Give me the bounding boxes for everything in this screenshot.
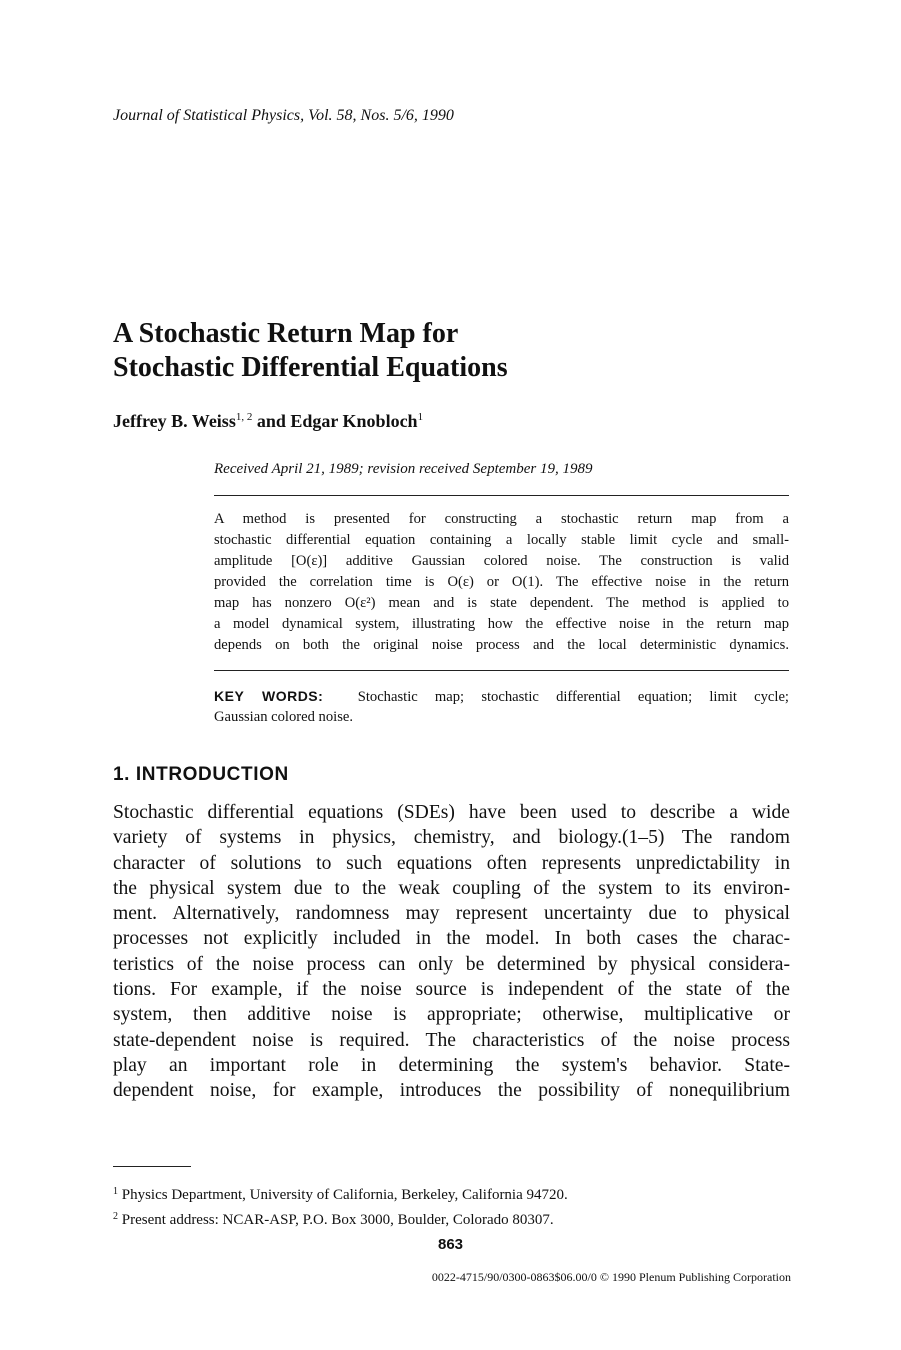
body-text xyxy=(113,800,790,1104)
abstract xyxy=(214,509,789,656)
body-line: state-dependent noise is required. The characteristics of the noise process xyxy=(113,1029,790,1051)
abstract-line: A method is presented for constructing a stochastic return map from a xyxy=(214,511,789,527)
body-line: ment. Alternatively, randomness may represent uncertainty due to physical xyxy=(113,903,790,925)
section-heading: 1. INTRODUCTION xyxy=(113,764,289,785)
footnote-text: Present address: NCAR-ASP, P.O. Box 3000, Boulder, Colorado 80307. xyxy=(121,1212,554,1228)
abstract-line: a model dynamical system, illustrating how the effective noise in the return map xyxy=(214,616,789,632)
footnote-mark: 2 xyxy=(113,1211,118,1222)
footnote xyxy=(113,1181,568,1206)
abstract-bottom-rule xyxy=(214,670,789,671)
affiliation-mark: 1 xyxy=(417,411,424,423)
footnote-text: Physics Department, University of California, Berkeley, California 94720. xyxy=(121,1187,568,1203)
abstract-line: stochastic differential equation containing a locally stable limit cycle and small- xyxy=(214,532,789,548)
title-line: A Stochastic Return Map for xyxy=(113,318,459,349)
body-line: character of solutions to such equations often represents unpredictability in xyxy=(113,852,790,874)
author-name: Jeffrey B. Weiss xyxy=(113,411,236,431)
abstract-top-rule xyxy=(214,495,789,496)
received-dates: Received April 21, 1989; revision received September 19, 1989 xyxy=(214,461,593,477)
key-words xyxy=(214,686,789,728)
abstract-line: amplitude [O(ε)] additive Gaussian colored noise. The construction is valid xyxy=(214,553,789,569)
footnote-mark: 1 xyxy=(113,1186,118,1197)
author-connector: and xyxy=(256,411,286,431)
author-name: Edgar Knobloch xyxy=(290,411,418,431)
body-line: teristics of the noise process can only be determined by physical considera- xyxy=(113,953,790,975)
copyright-line: 0022-4715/90/0300-0863$06.00/0 © 1990 Plenum Publishing Corporation xyxy=(431,1270,791,1284)
paper-title xyxy=(113,317,508,385)
body-line: processes not explicitly included in the model. In both cases the charac- xyxy=(113,928,790,950)
body-line: play an important role in determining the system's behavior. State- xyxy=(113,1054,790,1076)
title-line: Stochastic Differential Equations xyxy=(113,352,508,383)
key-words-line: Gaussian colored noise. xyxy=(214,709,354,725)
author-list xyxy=(113,411,423,432)
body-line: system, then additive noise is appropriate; otherwise, multiplicative or xyxy=(113,1004,790,1026)
key-words-line xyxy=(214,686,789,707)
footnotes xyxy=(113,1181,568,1231)
page-number: 863 xyxy=(437,1236,464,1253)
body-line: tions. For example, if the noise source is independent of the state of the xyxy=(113,979,790,1001)
affiliation-mark: 1, 2 xyxy=(235,411,253,423)
journal-citation: Journal of Statistical Physics, Vol. 58, Nos. 5/6, 1990 xyxy=(113,107,454,124)
key-words-label: KEY WORDS: xyxy=(214,688,324,704)
body-line: the physical system due to the weak coupling of the system to its environ- xyxy=(113,877,790,899)
body-line: Stochastic differential equations (SDEs) have been used to describe a wide xyxy=(113,802,790,823)
abstract-line: provided the correlation time is O(ε) or O(1). The effective noise in the return xyxy=(214,574,789,590)
key-words-text: Stochastic map; stochastic differential equation; limit cycle; xyxy=(357,689,789,705)
abstract-line: depends on both the original noise process and the local deterministic dynamics. xyxy=(214,637,789,653)
footnote xyxy=(113,1206,568,1231)
abstract-line: map has nonzero O(ε²) mean and is state dependent. The method is applied to xyxy=(214,595,789,611)
body-line: variety of systems in physics, chemistry, and biology.(1–5) The random xyxy=(113,827,790,849)
body-line: dependent noise, for example, introduces the possibility of nonequilibrium xyxy=(113,1080,790,1102)
footnote-rule xyxy=(113,1166,191,1167)
